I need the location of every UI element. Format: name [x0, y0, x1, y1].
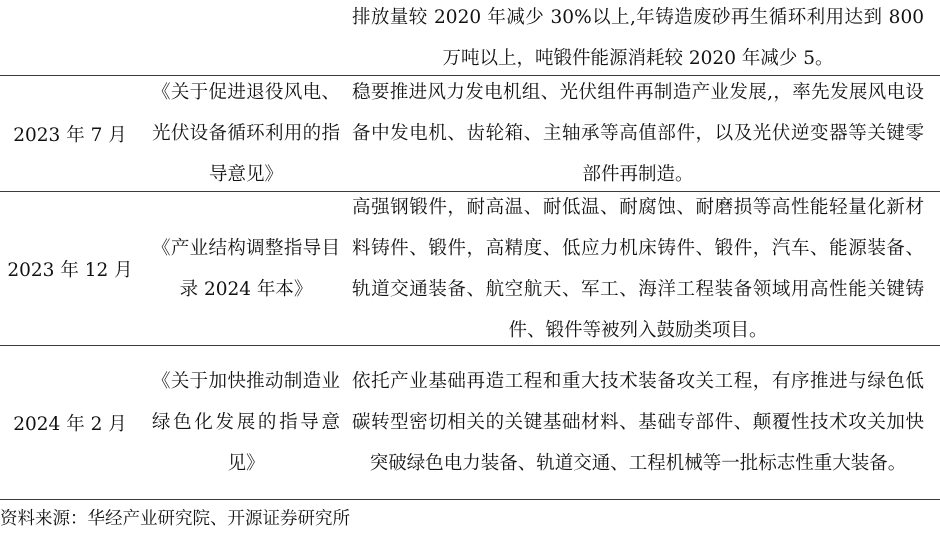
content-cell	[352, 346, 934, 499]
policy-cell	[140, 192, 352, 345]
policy-text: 《关于加快推动制造业绿色化发展的指导意见》	[152, 371, 340, 474]
date-cell	[0, 0, 140, 75]
date-cell	[0, 346, 140, 499]
content-text: 高强钢锻件，耐高温、耐低温、耐腐蚀、耐磨损等高性能轻量化新材料铸件、锻件，高精度、低应力机床铸件、锻件，汽车、能源装备、轨道交通装备、航空航天、军工、海洋工程装备领域用高性能关键铸件、锻件等被列入鼓励类项目。	[352, 196, 924, 341]
policy-text: 《关于促进退役风电、光伏设备循环利用的指导意见》	[152, 82, 340, 185]
policy-text: 《产业结构调整指导目录 2024 年本》	[152, 237, 340, 300]
source-note: 资料来源：华经产业研究院、开源证券研究所	[0, 509, 350, 529]
content-text: 排放量较 2020 年减少 30%以上,年铸造废砂再生循环利用达到 800 万吨以上，吨锻件能源消耗较 2020 年减少 5。	[352, 6, 924, 69]
content-cell	[352, 76, 934, 191]
policy-cell	[140, 346, 352, 499]
table-row	[0, 76, 940, 192]
content-text: 稳要推进风力发电机组、光伏组件再制造产业发展,，率先发展风电设备中发电机、齿轮箱、主轴承等高值部件，以及光伏逆变器等关键零部件再制造。	[352, 82, 924, 185]
date-cell	[0, 192, 140, 345]
content-cell	[352, 0, 934, 75]
table-row	[0, 346, 940, 500]
content-text: 依托产业基础再造工程和重大技术装备攻关工程，有序推进与绿色低碳转型密切相关的关键基础材料、基础专部件、颠覆性技术攻关加快突破绿色电力装备、轨道交通、工程机械等一批标志性重大装备。	[352, 371, 924, 474]
date-text: 2023 年 7 月	[13, 124, 127, 146]
date-text: 2023 年 12 月	[7, 259, 133, 281]
table-row	[0, 0, 940, 76]
date-text: 2024 年 2 月	[13, 413, 127, 435]
policy-cell	[140, 0, 352, 75]
content-cell	[352, 192, 934, 345]
date-cell	[0, 76, 140, 191]
table-row	[0, 192, 940, 346]
policy-cell	[140, 76, 352, 191]
